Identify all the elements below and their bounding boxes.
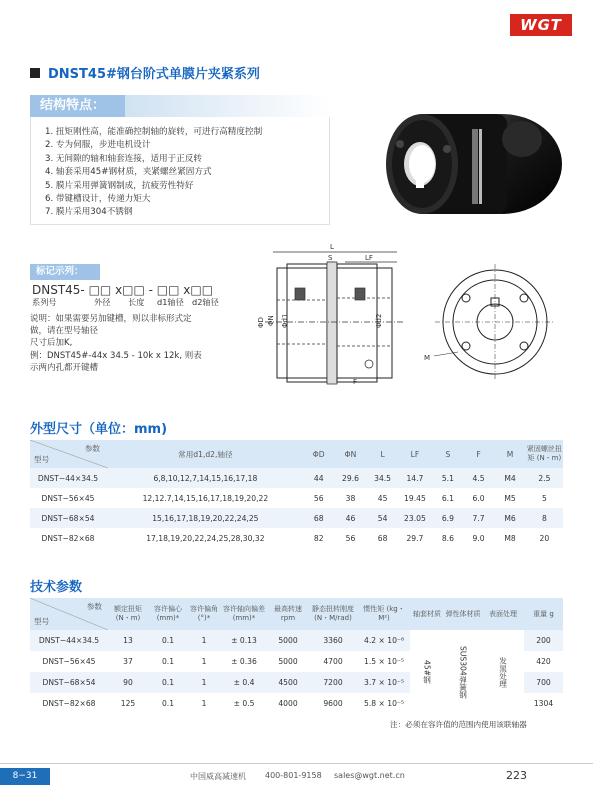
cell: 420	[524, 651, 563, 672]
cell: 700	[524, 672, 563, 693]
cell: DNST−44×34.5	[30, 630, 108, 651]
footer-company: 中国威高减速机	[190, 772, 246, 781]
col-header: 重量 g	[524, 598, 563, 630]
cell: 34.5	[368, 468, 397, 488]
tech-title: 技术参数	[30, 580, 83, 595]
cell: DNST−56×45	[30, 651, 108, 672]
footer-phone: 400-801-9158	[265, 771, 322, 780]
dimensions-title: 外型尺寸（单位：mm)	[30, 422, 168, 437]
col-header: 容许偏角 (°)*	[188, 598, 220, 630]
cell: 2.5	[526, 468, 563, 488]
dim-M: M	[424, 354, 431, 362]
cell: M8	[494, 528, 525, 548]
cell: 5	[526, 488, 563, 508]
page-title	[30, 63, 260, 82]
cell: 4700	[308, 651, 358, 672]
cell: 0.1	[148, 630, 188, 651]
cell: 14.7	[397, 468, 433, 488]
cell: 0.1	[148, 672, 188, 693]
cell: 1	[188, 651, 220, 672]
usage-note: 注：必须在容许值的范围内使用该联轴器	[390, 720, 527, 729]
cell: 1	[188, 630, 220, 651]
cell: 17,18,19,20,22,24,25,28,30,32	[106, 528, 305, 548]
cell: 82	[305, 528, 333, 548]
dimensions-table	[30, 440, 563, 548]
cell: 44	[305, 468, 333, 488]
cell: 6.1	[433, 488, 463, 508]
col-header: 表面处理	[482, 598, 524, 630]
cell: 29.7	[397, 528, 433, 548]
example-heading: 标记示列：	[30, 264, 100, 280]
col-header: M	[494, 440, 525, 468]
feature-item: 5. 膜片采用弹簧钢制成，抗疲劳性特好	[45, 180, 194, 191]
cell: 23.05	[397, 508, 433, 528]
corner-param: 参数	[86, 602, 102, 611]
col-header: ΦD	[305, 440, 333, 468]
table-row	[30, 630, 563, 651]
tech-corner-cell	[30, 598, 108, 630]
label-length: 长度	[128, 297, 145, 307]
cell: 0.1	[148, 651, 188, 672]
cell: 8.6	[433, 528, 463, 548]
cell: M4	[494, 468, 525, 488]
cell: DNST−82×68	[30, 693, 108, 714]
cell: ± 0.4	[220, 672, 268, 693]
tech-table	[30, 598, 563, 714]
cell: 46	[333, 508, 369, 528]
col-header: 额定扭矩 (N・m)	[108, 598, 148, 630]
col-header: F	[463, 440, 495, 468]
cell: 45	[368, 488, 397, 508]
cell: 6,8,10,12,7,14,15,16,17,18	[106, 468, 305, 488]
table-row	[30, 468, 563, 488]
cell: 29.6	[333, 468, 369, 488]
features-list	[45, 126, 262, 220]
cell: 12,12.7,14,15,16,17,18,19,20,22	[106, 488, 305, 508]
cell: 8	[526, 508, 563, 528]
desc-line: 例：DNST45#-44x 34.5 - 10k x 12k, 则表	[30, 350, 202, 361]
example-description	[30, 313, 255, 374]
cell: 4.5	[463, 468, 495, 488]
cell: 9600	[308, 693, 358, 714]
col-header: L	[368, 440, 397, 468]
feature-item: 2. 专为伺服，步进电机设计	[45, 140, 151, 151]
col-header: LF	[397, 440, 433, 468]
dim-F: F	[353, 378, 358, 386]
table-row	[30, 528, 563, 548]
cell: DNST−56×45	[30, 488, 106, 508]
col-header: 容许偏心 (mm)*	[148, 598, 188, 630]
desc-line: 做，请在型号轴径	[30, 326, 99, 337]
features-heading: 结构特点：	[30, 95, 125, 117]
desc-line: 示两内孔都开键槽	[30, 362, 99, 373]
cell: 4000	[268, 693, 308, 714]
dim-phiD: ΦD	[257, 317, 265, 328]
col-header: 惯性矩 (kg・M²)	[358, 598, 410, 630]
label-d1: d1轴径	[157, 297, 184, 307]
cell: 5.8 × 10⁻⁵	[358, 693, 410, 714]
hub-material: 45#钢	[422, 660, 432, 684]
dim-phid1: Φd1	[281, 313, 289, 328]
cell: DNST−68×54	[30, 508, 106, 528]
cell: 1.5 × 10⁻⁵	[358, 651, 410, 672]
label-outer-dia: 外径	[94, 297, 111, 307]
cell: 68	[368, 528, 397, 548]
cell: 56	[305, 488, 333, 508]
cell: 125	[108, 693, 148, 714]
cell: 13	[108, 630, 148, 651]
cell: 90	[108, 672, 148, 693]
cell: 7200	[308, 672, 358, 693]
corner-model: 型号	[34, 455, 50, 464]
cell: 1304	[524, 693, 563, 714]
example-code: DNST45- □□ x□□ - □□ x□□	[32, 283, 214, 297]
col-header: S	[433, 440, 463, 468]
cell: 1	[188, 672, 220, 693]
feature-item: 1. 扭矩刚性高，能准确控制轴的旋转，可进行高精度控制	[45, 127, 263, 137]
cell: 3360	[308, 630, 358, 651]
desc-line: 说明：如果需要另加键槽，则以非标形式定	[30, 314, 192, 324]
surface-treatment: 发黑处理	[498, 656, 508, 688]
dim-L: L	[330, 243, 334, 251]
col-header: 常用d1,d2,轴径	[106, 440, 305, 468]
footer-email: sales@wgt.net.cn	[334, 771, 405, 780]
side-view-drawing	[255, 240, 415, 388]
title-bullet	[30, 68, 40, 78]
cell: 4500	[268, 672, 308, 693]
label-d2: d2轴径	[192, 297, 219, 307]
page-number: 223	[506, 769, 527, 782]
cell: 38	[333, 488, 369, 508]
cell: ± 0.13	[220, 630, 268, 651]
corner-model: 型号	[34, 617, 50, 626]
dim-phiN: ΦN	[267, 315, 275, 326]
col-header: 弹性体材质	[444, 598, 482, 630]
cell: 200	[524, 630, 563, 651]
page-title-text: DNST45#钢台阶式单膜片夹紧系列	[48, 67, 260, 82]
footer	[0, 763, 593, 800]
col-header: 最高转速 rpm	[268, 598, 308, 630]
feature-item: 4. 轴套采用45#钢材质，夹紧螺丝紧固方式	[45, 167, 212, 178]
cell: M6	[494, 508, 525, 528]
cell: 68	[305, 508, 333, 528]
cell: 5000	[268, 630, 308, 651]
elastic-material: SUS304弹簧钢	[458, 645, 468, 699]
cell: DNST−68×54	[30, 672, 108, 693]
elastic-material-cell	[444, 630, 482, 714]
table-row	[30, 488, 563, 508]
hub-material-cell	[410, 630, 444, 714]
cell: 37	[108, 651, 148, 672]
cell: 0.1	[148, 693, 188, 714]
cell: ± 0.5	[220, 693, 268, 714]
cell: 56	[333, 528, 369, 548]
cell: M5	[494, 488, 525, 508]
cell: 20	[526, 528, 563, 548]
wgt-logo: WGT	[510, 14, 572, 36]
feature-item: 7. 膜片采用304不锈钢	[45, 207, 133, 218]
label-series: 系列号	[32, 297, 57, 307]
cell: 15,16,17,18,19,20,22,24,25	[106, 508, 305, 528]
front-view-drawing	[420, 262, 565, 390]
col-header: 轴套材质	[410, 598, 444, 630]
coupling-product-photo	[352, 84, 577, 224]
col-header: 紧固螺丝扭矩 (N・m)	[526, 440, 563, 468]
col-header: 静态扭转刚度 (N・M/rad)	[308, 598, 358, 630]
surface-cell	[482, 630, 524, 714]
cell: 54	[368, 508, 397, 528]
col-header: 容许轴向偏差 (mm)*	[220, 598, 268, 630]
cell: 9.0	[463, 528, 495, 548]
dim-LF: LF	[365, 254, 373, 262]
dim-phid2: Φd2	[375, 313, 383, 328]
cell: 6.9	[433, 508, 463, 528]
cell: 5.1	[433, 468, 463, 488]
cell: 4.2 × 10⁻⁶	[358, 630, 410, 651]
col-header: ΦN	[333, 440, 369, 468]
feature-item: 6. 带键槽设计，传递力矩大	[45, 194, 151, 205]
dim-corner-cell	[30, 440, 106, 468]
cell: 19.45	[397, 488, 433, 508]
section-page-number: 8−31	[0, 768, 50, 785]
cell: 5000	[268, 651, 308, 672]
cell: ± 0.36	[220, 651, 268, 672]
cell: 3.7 × 10⁻⁵	[358, 672, 410, 693]
desc-line: 尺寸后加K,	[30, 338, 73, 349]
corner-param: 参数	[84, 444, 100, 453]
cell: DNST−44×34.5	[30, 468, 106, 488]
cell: 7.7	[463, 508, 495, 528]
table-row	[30, 508, 563, 528]
features-heading-bar	[120, 95, 330, 117]
cell: 1	[188, 693, 220, 714]
dim-S: S	[328, 254, 333, 262]
cell: DNST−82×68	[30, 528, 106, 548]
cell: 6.0	[463, 488, 495, 508]
feature-item: 3. 无间隙的轴和轴套连接，适用于正反转	[45, 153, 203, 164]
